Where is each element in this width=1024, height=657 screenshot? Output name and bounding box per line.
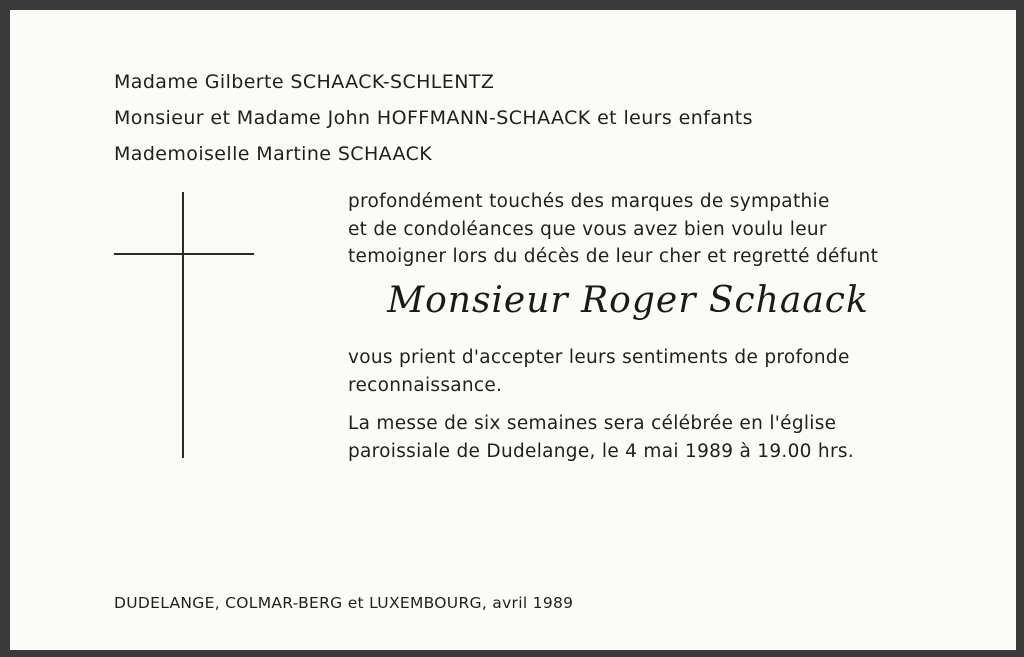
thanks-line: vous prient d'accepter leurs sentiments de profonde	[348, 347, 850, 368]
mass-announcement	[348, 410, 968, 465]
family-line: Mademoiselle Martine SCHAACK	[114, 143, 433, 165]
mass-line: La messe de six semaines sera célébrée en l'église	[348, 413, 837, 434]
condolence-card	[10, 10, 1016, 650]
thanks-line: reconnaissance.	[348, 374, 503, 396]
place-date-footer: DUDELANGE, COLMAR-BERG et LUXEMBOURG, avril 1989	[114, 594, 574, 612]
family-line: Madame Gilberte SCHAACK-SCHLENTZ	[114, 71, 495, 93]
cross-icon-vertical	[182, 192, 184, 458]
mass-line: paroissiale de Dudelange, le 4 mai 1989 à 19.00 hrs.	[348, 440, 854, 462]
message-text	[348, 188, 968, 271]
thanks-text	[348, 344, 968, 399]
family-line: Monsieur et Madame John HOFFMANN-SCHAACK et leurs enfants	[114, 107, 753, 129]
message-line: temoigner lors du décès de leur cher et regretté défunt	[348, 246, 879, 267]
family-names	[114, 64, 753, 172]
message-line: et de condoléances que vous avez bien voulu leur	[348, 218, 827, 240]
message-line: profondément touchés des marques de sympathie	[348, 191, 830, 212]
deceased-name: Monsieur Roger Schaack	[387, 280, 869, 321]
cross-icon-horizontal	[114, 253, 254, 255]
